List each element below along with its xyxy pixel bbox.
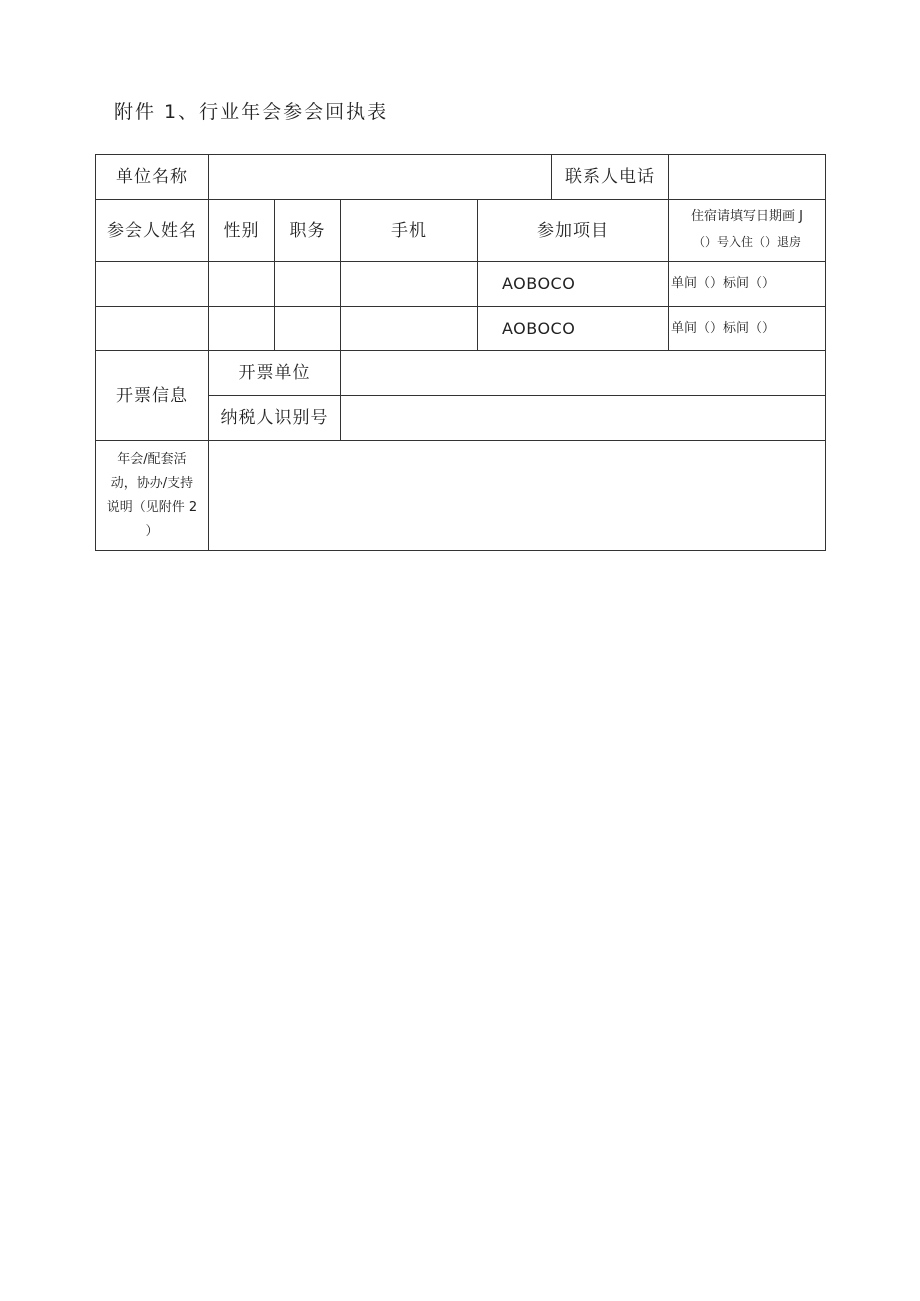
lodging-header-line1: 住宿请填写日期画 J (691, 208, 803, 224)
gender-field[interactable] (209, 307, 275, 351)
room-type-options[interactable]: 单间（）标间（） (669, 262, 826, 307)
unit-name-field[interactable] (209, 155, 552, 200)
invoice-unit-row (96, 351, 826, 396)
project-options[interactable]: AOBOCO (478, 307, 669, 351)
position-field[interactable] (275, 307, 341, 351)
contact-phone-label: 联系人电话 (552, 155, 669, 200)
unit-row (96, 155, 826, 200)
notes-label (96, 441, 209, 551)
mobile-header: 手机 (341, 200, 478, 262)
position-field[interactable] (275, 262, 341, 307)
document-title: 附件 1、行业年会参会回执表 (114, 101, 389, 123)
taxpayer-id-field[interactable] (341, 396, 826, 441)
mobile-field[interactable] (341, 262, 478, 307)
contact-phone-field[interactable] (669, 155, 826, 200)
taxpayer-id-label: 纳税人识别号 (209, 396, 341, 441)
room-type-options[interactable]: 单间（）标间（） (669, 307, 826, 351)
notes-label-line3: 说明（见附件 2 (106, 499, 198, 515)
gender-field[interactable] (209, 262, 275, 307)
notes-field[interactable] (209, 441, 826, 551)
mobile-field[interactable] (341, 307, 478, 351)
attendee-row (96, 307, 826, 351)
lodging-header (669, 200, 826, 262)
invoice-info-label: 开票信息 (96, 351, 209, 441)
notes-label-line2: 动，协办/支持 (110, 475, 194, 491)
unit-name-label: 单位名称 (96, 155, 209, 200)
invoice-unit-field[interactable] (341, 351, 826, 396)
attendee-name-field[interactable] (96, 307, 209, 351)
notes-label-line4: ） (145, 523, 159, 539)
notes-label-line1: 年会/配套活 (117, 451, 187, 467)
attendee-row (96, 262, 826, 307)
attendee-name-field[interactable] (96, 262, 209, 307)
registration-form-table (95, 154, 826, 551)
notes-row (96, 441, 826, 551)
header-row (96, 200, 826, 262)
project-header: 参加项目 (478, 200, 669, 262)
project-options[interactable]: AOBOCO (478, 262, 669, 307)
invoice-unit-label: 开票单位 (209, 351, 341, 396)
attendee-name-header: 参会人姓名 (96, 200, 209, 262)
gender-header: 性别 (209, 200, 275, 262)
position-header: 职务 (275, 200, 341, 262)
lodging-header-line2: （）号入住（）退房 (692, 234, 801, 249)
